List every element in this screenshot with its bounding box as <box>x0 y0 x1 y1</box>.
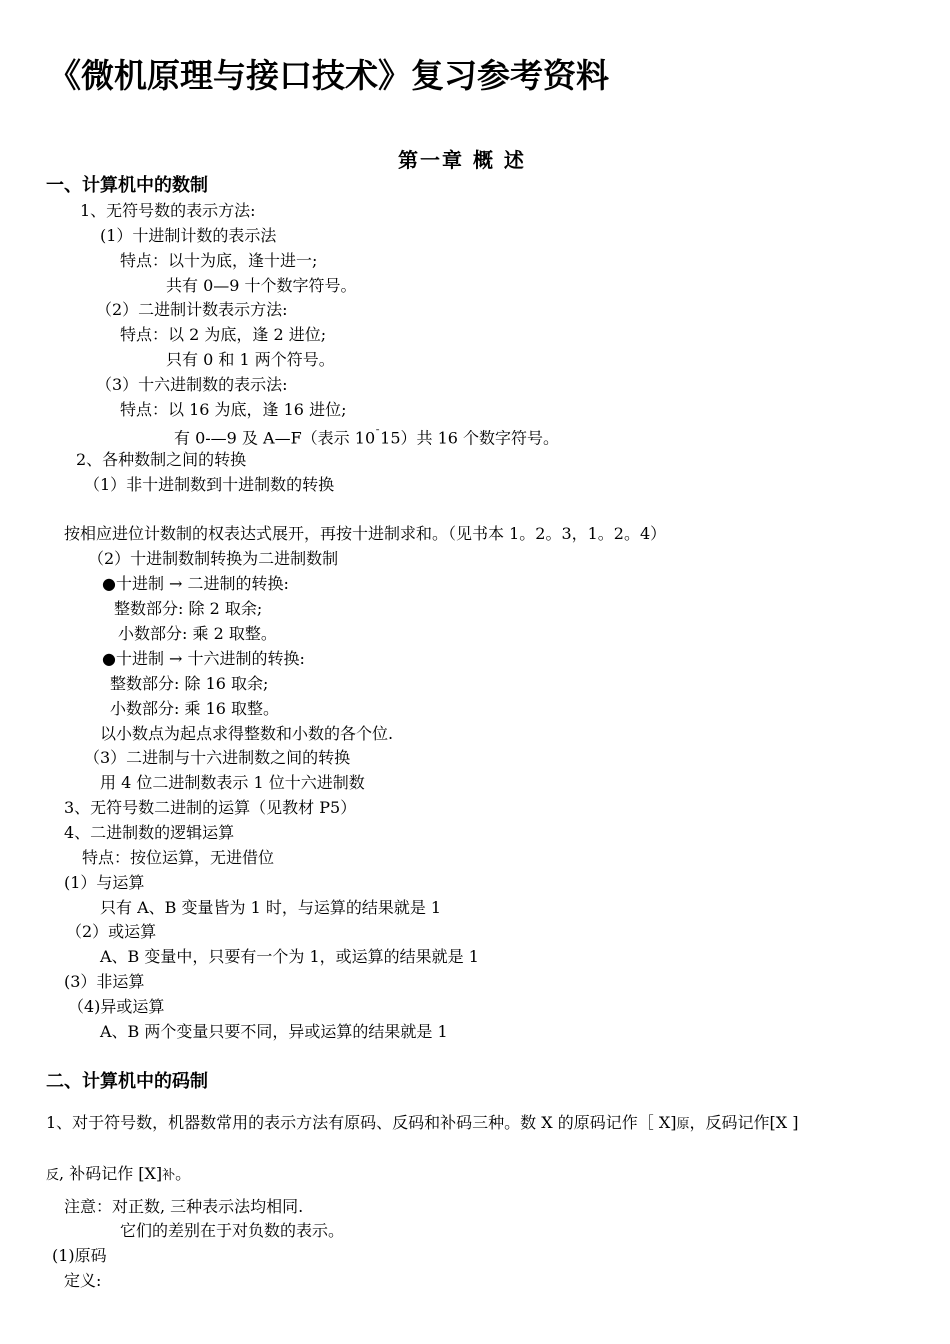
text-line: (1）与运算 <box>64 873 145 892</box>
text-segment: ，反码记作[X ] <box>689 1113 799 1132</box>
text-line: 1、无符号数的表示方法: <box>80 201 256 220</box>
text-line: 3、无符号数二进制的运算（见教材 P5） <box>64 798 357 817</box>
text-line: 它们的差别在于对负数的表示。 <box>120 1221 345 1240</box>
text-line: ●十进制 → 二进制的转换: <box>102 574 289 593</box>
text-line: (1)原码 <box>52 1246 107 1265</box>
text-line: 整数部分: 除 16 取余; <box>110 674 269 693</box>
text-line: 小数部分: 乘 2 取整。 <box>118 624 277 643</box>
text-segment: 15）共 16 个数字符号。 <box>380 428 560 448</box>
text-line: （2）或运算 <box>66 922 157 941</box>
text-line: (1）十进制计数的表示法 <box>100 226 277 245</box>
text-line: 特点：以 16 为底，逢 16 进位; <box>120 400 347 419</box>
text-line: （3）二进制与十六进制数之间的转换 <box>84 748 351 767</box>
text-line: （2）十进制数制转换为二进制数制 <box>88 549 339 568</box>
text-line: （2）二进制计数表示方法: <box>96 300 288 319</box>
text-line <box>174 425 559 448</box>
document-title: 《微机原理与接口技术》复习参考资料 <box>48 56 609 95</box>
text-line: 共有 0—9 十个数字符号。 <box>166 276 357 295</box>
text-line: 2、各种数制之间的转换 <box>76 450 247 469</box>
text-line: 特点：按位运算，无进借位 <box>82 848 275 867</box>
text-line: (3）非运算 <box>64 972 145 991</box>
text-line: 只有 A、B 变量皆为 1 时，与运算的结果就是 1 <box>100 898 442 917</box>
text-segment: 有 0-—9 及 A—F（表示 10 <box>174 428 376 448</box>
text-line: 4、二进制数的逻辑运算 <box>64 823 235 842</box>
text-line: 定义: <box>64 1271 102 1290</box>
text-line: （3）十六进制数的表示法: <box>96 375 288 394</box>
text-segment: , 补码记作 [X] <box>59 1164 163 1183</box>
text-line: 特点：以 2 为底，逢 2 进位; <box>120 325 327 344</box>
text-line <box>46 1164 191 1186</box>
text-line: 只有 0 和 1 两个符号。 <box>166 350 335 369</box>
text-line: 注意：对正数, 三种表示法均相同. <box>64 1197 304 1216</box>
text-line: 以小数点为起点求得整数和小数的各个位. <box>100 724 394 743</box>
text-line: （1）非十进制数到十进制数的转换 <box>84 475 335 494</box>
text-line <box>46 1113 798 1135</box>
text-line: 按相应进位计数制的权表达式展开，再按十进制求和。（见书本 1。2。3，1。2。4） <box>64 524 667 543</box>
subscript-label: 原 <box>676 1117 690 1132</box>
text-line: ●十进制 → 十六进制的转换: <box>102 649 305 668</box>
text-line: A、B 两个变量只要不同，异或运算的结果就是 1 <box>100 1022 448 1041</box>
text-line: 用 4 位二进制数表示 1 位十六进制数 <box>100 773 365 792</box>
text-segment: 。 <box>175 1164 192 1183</box>
subscript-label: 补 <box>162 1168 176 1183</box>
text-line: （4)异或运算 <box>68 997 165 1016</box>
text-line: 小数部分: 乘 16 取整。 <box>110 699 280 718</box>
text-line: A、B 变量中，只要有一个为 1，或运算的结果就是 1 <box>100 947 479 966</box>
range-mark: ¯ <box>375 429 381 440</box>
text-line: 特点：以十为底，逢十进一; <box>120 251 318 270</box>
section-heading-2: 二、计算机中的码制 <box>46 1071 208 1092</box>
text-segment: 1、对于符号数，机器数常用的表示方法有原码、反码和补码三种。数 X 的原码记作［ X] <box>46 1113 677 1132</box>
subscript-label: 反 <box>46 1168 60 1183</box>
text-line: 整数部分: 除 2 取余; <box>114 599 263 618</box>
chapter-title: 第一章 概 述 <box>398 148 526 172</box>
section-heading-1: 一、计算机中的数制 <box>46 175 208 196</box>
